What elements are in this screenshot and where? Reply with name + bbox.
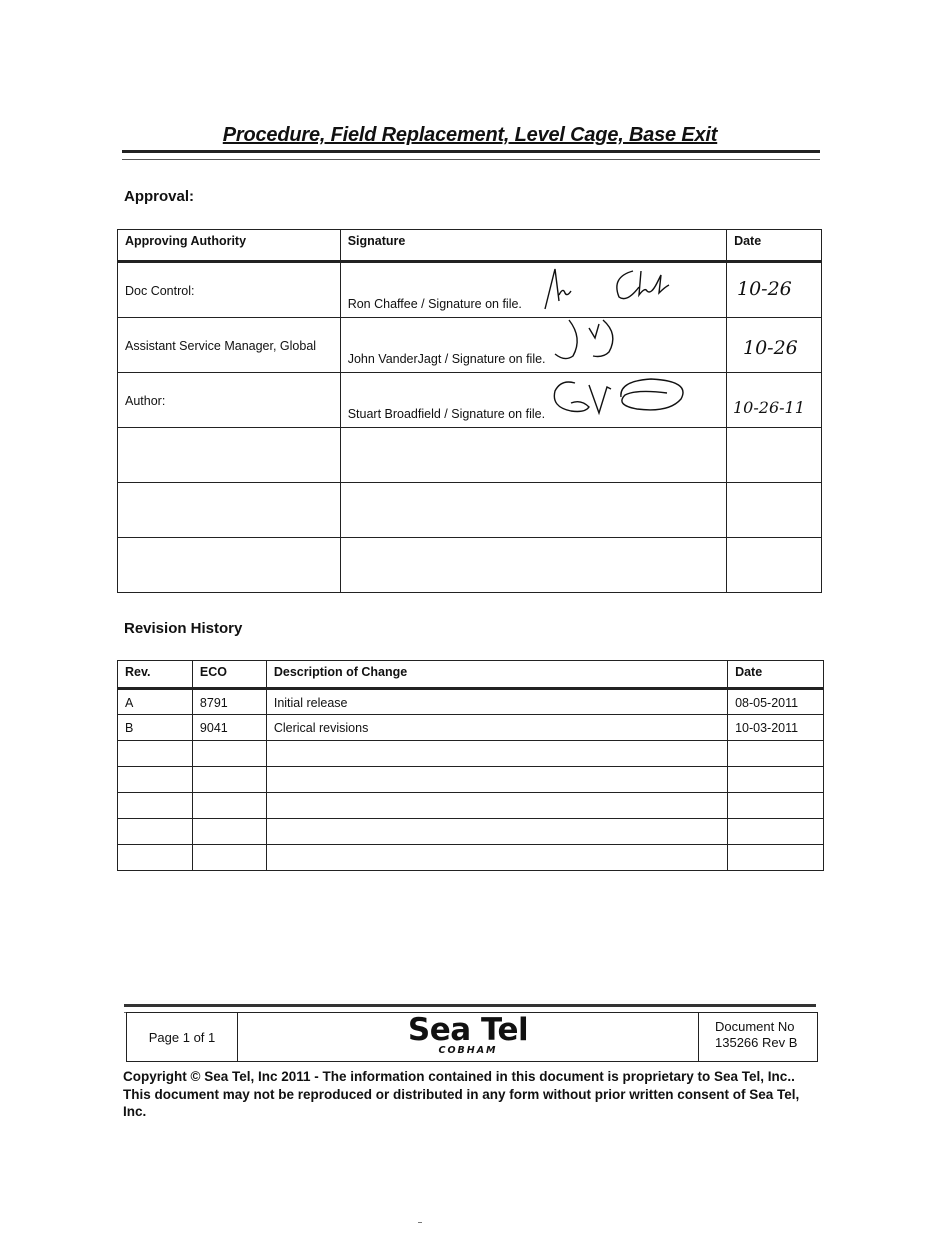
- revision-header-eco: ECO: [192, 661, 266, 689]
- approval-signature-cell: [340, 318, 726, 373]
- approval-signature-cell: [340, 262, 726, 318]
- handwritten-signature-icon: [541, 367, 691, 425]
- revision-history-label: Revision History: [124, 620, 243, 637]
- approval-header-authority: Approving Authority: [118, 230, 341, 262]
- footer-box: [126, 1012, 818, 1062]
- approval-authority: Assistant Service Manager, Global: [125, 339, 317, 353]
- approval-date-cell: [727, 373, 822, 428]
- approval-authority-cell: [118, 373, 341, 428]
- revision-date: 08-05-2011: [728, 689, 824, 715]
- document-title: Procedure, Field Replacement, Level Cage, Base Exit: [222, 124, 718, 146]
- document-number-label: Document No: [715, 1019, 795, 1034]
- approval-date: 10-26: [737, 278, 792, 300]
- approval-authority-cell: [118, 318, 341, 373]
- approval-authority-cell: [118, 262, 341, 318]
- copyright-notice: Copyright © Sea Tel, Inc 2011 - The information contained in this document is proprietary to Sea Tel, Inc.. This document may not be reproduced or distributed in any form without prior written consent of Sea Tel, Inc.: [123, 1069, 800, 1119]
- approval-signature-cell: [340, 373, 726, 428]
- revision-history-table: [117, 660, 824, 871]
- approval-header-date: Date: [727, 230, 822, 262]
- revision-header-row: [118, 661, 824, 689]
- revision-row: [118, 689, 824, 715]
- approval-date: 10-26: [743, 337, 798, 359]
- handwritten-date-icon: [733, 324, 813, 364]
- revision-description: Initial release: [266, 689, 727, 715]
- approval-row: [118, 318, 822, 373]
- handwritten-date-icon: [733, 379, 813, 419]
- logo-main-text: Sea Tel: [407, 1012, 529, 1048]
- approval-authority: Author:: [125, 394, 166, 408]
- revision-row-empty: [118, 741, 824, 767]
- approval-header-signature: Signature: [340, 230, 726, 262]
- document-number: 135266 Rev B: [715, 1035, 798, 1050]
- approval-row: [118, 373, 822, 428]
- revision-eco: 8791: [192, 689, 266, 715]
- scan-speck: [418, 1222, 422, 1223]
- revision-header-description: Description of Change: [266, 661, 727, 689]
- handwritten-signature-icon: [541, 312, 691, 370]
- handwritten-date-icon: [733, 269, 813, 309]
- revision-rev: A: [118, 689, 193, 715]
- approval-date: 10-26-11: [733, 398, 805, 417]
- approval-row-empty: [118, 483, 822, 538]
- logo-sub-text: COBHAM: [438, 1045, 498, 1056]
- revision-row: [118, 715, 824, 741]
- approval-date-cell: [727, 262, 822, 318]
- approval-label: Approval:: [124, 188, 195, 205]
- approval-row: [118, 262, 822, 318]
- document-number-block: [699, 1013, 817, 1061]
- approval-authority: Doc Control:: [125, 284, 195, 298]
- revision-eco: 9041: [192, 715, 266, 741]
- revision-row-empty: [118, 793, 824, 819]
- page-number: Page 1 of 1: [127, 1013, 238, 1061]
- approval-table: [117, 229, 822, 593]
- approval-row-empty: [118, 428, 822, 483]
- approval-signature-text: John VanderJagt / Signature on file.: [347, 352, 546, 366]
- revision-description: Clerical revisions: [266, 715, 727, 741]
- revision-header-rev: Rev.: [118, 661, 193, 689]
- revision-row-empty: [118, 845, 824, 871]
- approval-header-row: [118, 230, 822, 262]
- revision-date: 10-03-2011: [728, 715, 824, 741]
- handwritten-signature-icon: [541, 257, 691, 315]
- approval-row-empty: [118, 538, 822, 593]
- approval-date-cell: [727, 318, 822, 373]
- revision-row-empty: [118, 819, 824, 845]
- title-rule: [122, 150, 820, 160]
- approval-signature-text: Ron Chaffee / Signature on file.: [347, 297, 522, 311]
- company-logo: [238, 1013, 699, 1061]
- approval-signature-text: Stuart Broadfield / Signature on file.: [347, 407, 546, 421]
- revision-rev: B: [118, 715, 193, 741]
- revision-row-empty: [118, 767, 824, 793]
- revision-header-date: Date: [728, 661, 824, 689]
